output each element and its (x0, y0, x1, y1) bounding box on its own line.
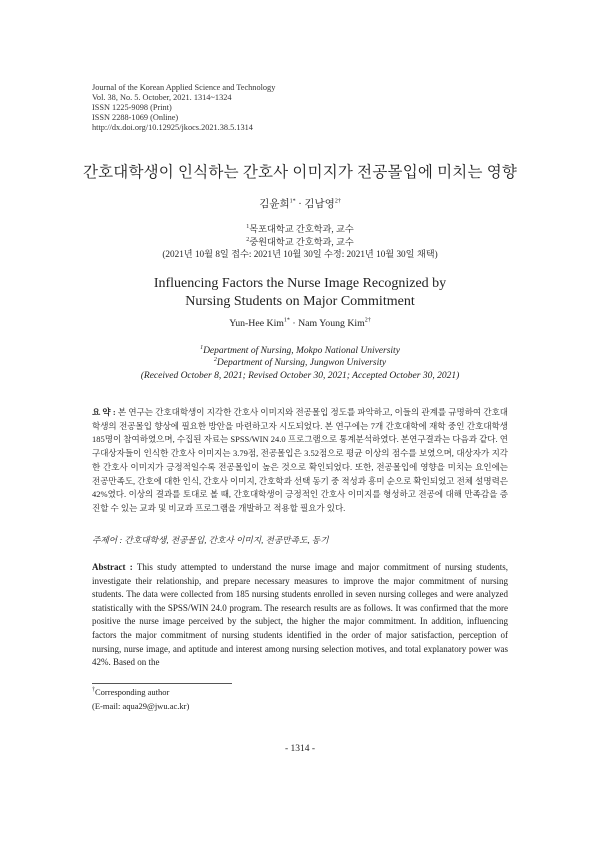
journal-volume: Vol. 38, No. 5. October, 2021. 1314~1324 (92, 92, 232, 102)
korean-affiliation-2 (0, 236, 600, 249)
page-number: - 1314 - (284, 744, 316, 754)
english-abstract-label: Abstract : (92, 562, 133, 572)
doi-link[interactable]: http://dx.doi.org/10.12925/jkocs.2021.38.5.1314 (92, 122, 253, 132)
author-separator: · (289, 318, 299, 329)
journal-meta (92, 83, 275, 133)
korean-keywords-label: 주제어 : (92, 535, 123, 545)
english-author-2: Nam Young Kim (298, 318, 365, 329)
english-abstract-text: This study attempted to understand the nurse image and major commitment of nursing students, investigate their relationship, and prepare necessary measures to improve the major commitment of nursing students. The data were collected from 185 nursing students enrolled in seven nursing colleges and were analyzed statistically with the SPSS/WIN 24.0 program. The research results are as follows. It was confirmed that the more positive the nurse image perceived by the subject, the higher the major commitment. In addition, influencing factors the major commitment of nursing students identified in the order of major satisfaction, perception of nursing, nurse image, and aptitude and interest among nursing selection motives, and total explanatory power was 42%. Based on the (92, 562, 508, 668)
english-author-2-marker: 2† (364, 317, 371, 324)
aff-text: Department of Nursing, Jungwon University (216, 358, 387, 369)
english-authors (0, 318, 600, 329)
english-title-line-1: Influencing Factors the Nurse Image Recognized by (153, 276, 447, 291)
korean-author-1: 김윤희 (259, 199, 290, 210)
korean-keywords (92, 534, 329, 546)
author-separator: · (295, 199, 305, 210)
english-affiliation-2 (0, 357, 600, 369)
aff-text: Department of Nursing, Mokpo National University (203, 346, 400, 356)
issn-print: ISSN 1225-9098 (Print) (92, 102, 172, 112)
journal-name: Journal of the Korean Applied Science and Technology (92, 83, 276, 92)
aff-marker: 2 (213, 357, 217, 364)
korean-abstract-text: 본 연구는 간호대학생이 지각한 간호사 이미지와 전공몰입 정도를 파악하고, 이들의 관계를 규명하여 간호대학생의 전공몰입 향상에 필요한 방안을 마련하고자 시도되었다. 본 연구에는 7개 간호대학에 재학 중인 간호대학생 185명이 참여하였으며, 수집된 자료는 SPSS/WIN 24.0 프로그램으로 통계분석하였다. 본연구결과는 다음과 같다. 연구대상자들이 인식한 간호사 이미지는 3.79점, 전공몰입은 3.52점으로 평균 이상의 점수를 보였으며, 대상자가 지각한 간호사 이미지가 긍정적일수록 전공몰입이 높은 것으로 확인되었다. 또한, 전공몰입에 영향을 미치는 요인에는 전공만족도, 간호에 대한 인식, 간호사 이미지, 간호학과 선택 동기 중 적성과 흥미 순으로 확인되었고 전체 설명력은 42%였다. 이상의 결과를 토대로 볼 때, 간호대학생이 긍정적인 간호사 이미지를 형성하고 전공에 대해 만족감을 증진할 수 있는 교과 및 비교과 프로그램을 개발하고 적용할 필요가 있다. (92, 407, 508, 513)
english-dates: (Received October 8, 2021; Revised October 30, 2021; Accepted October 30, 2021) (140, 370, 460, 381)
footnote-line-1 (92, 686, 189, 700)
korean-author-2-marker: 2† (334, 198, 341, 205)
corresponding-author-label: Corresponding author (95, 687, 170, 697)
korean-affiliation-1 (0, 223, 600, 236)
english-title (0, 275, 600, 311)
aff-marker: 2 (246, 236, 250, 243)
korean-affiliations (0, 223, 600, 261)
korean-title: 간호대학생이 인식하는 간호사 이미지가 전공몰입에 미치는 영향 (82, 164, 518, 181)
english-affiliations (0, 345, 600, 382)
korean-author-1-marker: 1* (289, 198, 296, 205)
english-title-line-2: Nursing Students on Major Commitment (185, 294, 415, 309)
english-author-1-marker: 1* (283, 317, 290, 324)
aff-text: 중원대학교 간호학과, 교수 (249, 236, 354, 247)
korean-dates: (2021년 10월 8일 접수: 2021년 10월 30일 수정: 2021년 10월 30일 채택) (162, 249, 438, 259)
korean-abstract (92, 406, 508, 516)
english-abstract (92, 561, 508, 670)
issn-online: ISSN 2288-1069 (Online) (92, 112, 179, 122)
footnote (92, 686, 189, 713)
english-affiliation-1 (0, 345, 600, 357)
english-author-1: Yun-Hee Kim (229, 318, 284, 329)
aff-marker: 1 (246, 223, 250, 230)
aff-marker: 1 (200, 344, 204, 351)
footnote-divider (92, 683, 232, 684)
korean-authors (0, 196, 600, 211)
korean-keywords-text: 간호대학생, 전공몰입, 간호사 이미지, 전공만족도, 동기 (122, 535, 329, 545)
korean-abstract-label: 요 약 : (92, 407, 116, 417)
dagger-marker: † (92, 687, 95, 694)
aff-text: 목포대학교 간호학과, 교수 (249, 224, 354, 234)
korean-author-2: 김남영 (304, 199, 335, 210)
footnote-email: (E-mail: aqua29@jwu.ac.kr) (92, 700, 190, 711)
